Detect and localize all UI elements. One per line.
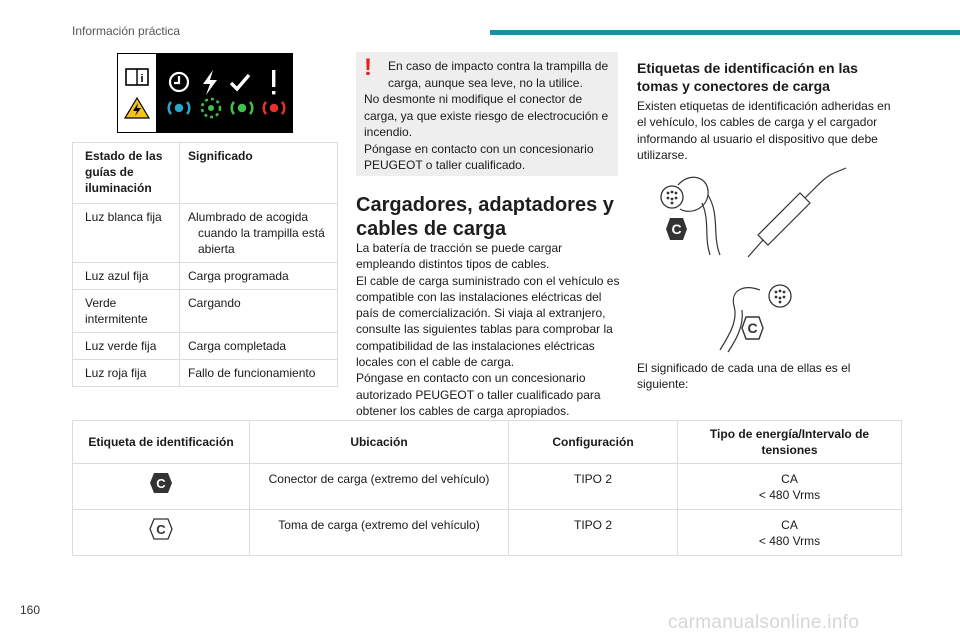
- led-state: Luz verde fija: [73, 333, 180, 360]
- location-cell: Toma de carga (extremo del vehículo): [250, 510, 509, 556]
- watermark: carmanualsonline.info: [668, 612, 860, 633]
- manual-info-icon: [118, 54, 156, 132]
- table-header-row: [73, 143, 338, 204]
- identification-labels-table: [72, 420, 902, 556]
- label-letter: C: [156, 522, 166, 537]
- led-green-icon: [232, 102, 253, 114]
- table-row: [73, 360, 338, 387]
- table-header-cell: Estado de las guías de iluminación: [73, 143, 180, 204]
- warning-text: En caso de impacto contra la trampilla de carga, aunque sea leve, no la utilice.: [388, 59, 609, 90]
- led-meaning: Cargando: [180, 290, 338, 333]
- led-meaning: Fallo de funcionamiento: [180, 360, 338, 387]
- charging-socket-illustration: [700, 282, 810, 354]
- label-outline-icon: [148, 517, 174, 541]
- table-row: [73, 290, 338, 333]
- section-header: Información práctica: [72, 24, 181, 38]
- section-title: Cargadores, adaptadores y cables de carga: [356, 194, 614, 240]
- label-letter: C: [671, 221, 682, 237]
- led-green-blinking-icon: [202, 99, 220, 117]
- label-cell: [73, 510, 250, 556]
- led-blue-icon: [169, 102, 190, 114]
- table-header-cell: Configuración: [509, 421, 678, 464]
- led-red-icon: [264, 102, 285, 114]
- page-number: 160: [20, 603, 41, 617]
- section-body: La batería de tracción se puede cargar empleando distintos tipos de cables. El cable de carga suministrado con el vehículo es compatible con las instalaciones eléctricas del país de comercialización. Si viaja al extranjero, consulte las siguientes tablas para comprobar la compatibilidad de las instalaciones eléctricas locales con el cable de carga. Póngase en contacto con un concesionario autorizado PEUGEOT o taller cualificado para obtener los cables de carga apropiados.: [356, 241, 620, 418]
- charging-status-panel: [117, 53, 293, 133]
- lightning-icon: [203, 70, 217, 95]
- led-state: Luz roja fija: [73, 360, 180, 387]
- label-filled-icon: [666, 218, 687, 240]
- led-meaning: Alumbrado de acogida cuando la trampilla está abierta: [180, 204, 338, 263]
- clock-icon: [170, 73, 188, 91]
- table-row: [73, 510, 902, 556]
- led-state: Luz azul fija: [73, 263, 180, 290]
- energy-cell: CA < 480 Vrms: [678, 510, 902, 556]
- labels-body: Existen etiquetas de identificación adheridas en el vehículo, los cables de carga y el cargador informando al usuario el dispositivo que debe utilizarse.: [637, 99, 891, 162]
- table-header-row: [73, 421, 902, 464]
- table-header-cell: Significado: [180, 143, 338, 204]
- panel-info-area: [117, 53, 157, 133]
- warning-box: [356, 52, 618, 176]
- checkmark-icon: [231, 75, 249, 89]
- table-row: [73, 204, 338, 263]
- location-cell: Conector de carga (extremo del vehículo): [250, 464, 509, 510]
- led-state: Verde intermitente: [73, 290, 180, 333]
- table-header-cell: Ubicación: [250, 421, 509, 464]
- table-row: [73, 464, 902, 510]
- labels-body-2: El significado de cada una de ellas es el siguiente:: [637, 361, 851, 392]
- label-filled-icon: [148, 471, 174, 495]
- charging-connector-illustration: [650, 165, 860, 260]
- table-header-cell: Tipo de energía/Intervalo de tensiones: [678, 421, 902, 464]
- label-letter: C: [156, 476, 166, 491]
- label-cell: [73, 464, 250, 510]
- svg-text:i: i: [140, 73, 144, 85]
- config-cell: TIPO 2: [509, 510, 678, 556]
- table-row: [73, 333, 338, 360]
- labels-title: Etiquetas de identificación en las tomas y conectores de carga: [637, 60, 858, 94]
- energy-cell: CA < 480 Vrms: [678, 464, 902, 510]
- header-accent-bar: [490, 30, 960, 35]
- led-meaning: Carga programada: [180, 263, 338, 290]
- led-state: Luz blanca fija: [73, 204, 180, 263]
- config-cell: TIPO 2: [509, 464, 678, 510]
- table-row: [73, 263, 338, 290]
- warning-text: No desmonte ni modifique el conector de carga, ya que existe riesgo de electrocución e incendio. Póngase en contacto con un concesionario PEUGEOT o taller cualificado.: [364, 92, 609, 172]
- status-icons: [157, 53, 293, 133]
- table-header-cell: Etiqueta de identificación: [73, 421, 250, 464]
- exclamation-icon: [272, 70, 275, 94]
- led-status-table: [72, 142, 338, 387]
- led-meaning: Carga completada: [180, 333, 338, 360]
- warning-exclamation-icon: !: [364, 54, 372, 81]
- label-letter: C: [747, 320, 758, 336]
- label-outline-icon: [742, 317, 763, 339]
